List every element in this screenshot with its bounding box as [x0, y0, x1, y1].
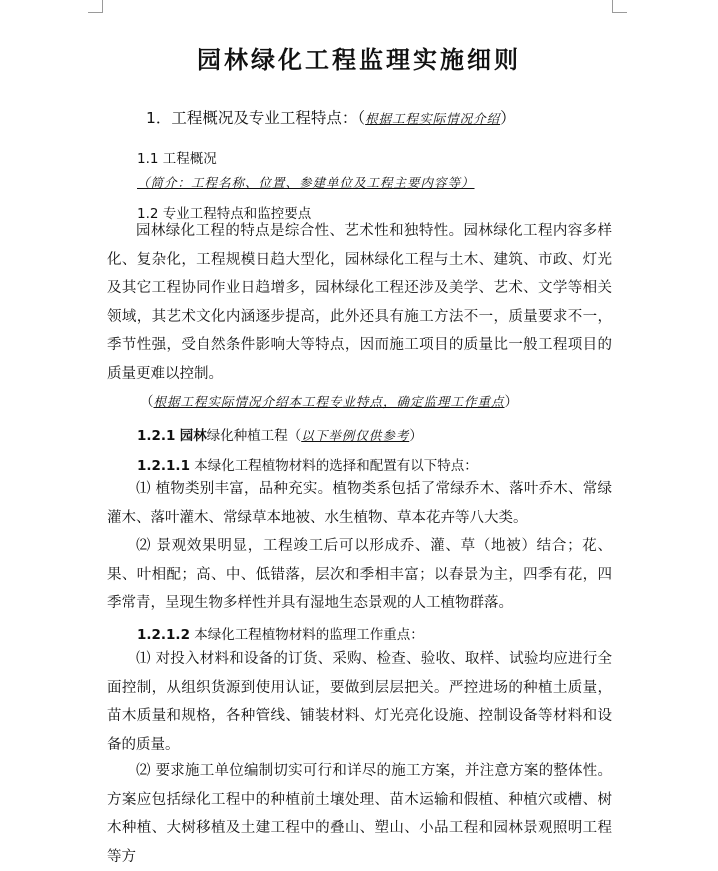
- section-number: 1.2.1.2: [137, 627, 190, 643]
- note-paren-close: ）: [500, 109, 516, 127]
- section-1-2-1-heading: [137, 424, 423, 444]
- section-1-heading-text: 1．工程概况及专业工程特点：: [146, 109, 358, 127]
- section-1-2-1-2-heading: [137, 623, 424, 643]
- section-1-note: 根据工程实际情况介绍: [365, 111, 501, 126]
- note-paren-open: （: [140, 394, 154, 410]
- page-corner-mark-right: [612, 0, 627, 13]
- section-1-2-1-heading-text: 绿化种植工程: [206, 428, 288, 444]
- section-1-2-1-1-heading-text: 本绿化工程植物材料的选择和配置有以下特点：: [194, 458, 478, 474]
- list-item: ⑵ 景观效果明显，工程竣工后可以形成乔、灌、草（地被）结合；花、果、叶相配；高、中、低错落，层次和季相丰富；以春景为主，四季有花，四季常青，呈现生物多样性并具有湿地生态景观的人工植物群落。: [107, 538, 612, 611]
- section-1-2-note: 根据工程实际情况介绍本工程专业特点，确定监理工作重点: [153, 394, 505, 409]
- section-1-2-1-heading-bold: 园林: [179, 428, 207, 444]
- section-1-1-heading: 1.1 工程概况: [137, 151, 217, 167]
- list-item: ⑵ 要求施工单位编制切实可行和详尽的施工方案，并注意方案的整体性。方案应包括绿化工程中的种植前土壤处理、苗木运输和假植、种植穴或槽、树木种植、大树移植及土建工程中的叠山、塑山、小品工程和园林景观照明工程等方: [107, 763, 612, 865]
- section-number: 1.2.1: [137, 428, 176, 444]
- list-item: ⑴ 对投入材料和设备的订货、采购、检查、验收、取样、试验均应进行全面控制，从组织货源到使用认证，要做到层层把关。严控进场的种植土质量，苗木质量和规格，各种管线、铺装材料、灯光亮化设施、控制设备等材料和设备的质量。: [107, 651, 612, 753]
- document-title: 园林绿化工程监理实施细则: [197, 46, 521, 74]
- section-number: 1.2.1.1: [137, 458, 190, 474]
- section-1-2-paragraph: 园林绿化工程的特点是综合性、艺术性和独特性。园林绿化工程内容多样化、复杂化，工程规模日趋大型化，园林绿化工程与土木、建筑、市政、灯光及其它工程协同作业日趋增多，园林绿化工程还涉及美学、艺术、文学等相关领域，其艺术文化内涵逐步提高，此外还具有施工方法不一，质量要求不一，季节性强，受自然条件影响大等特点，因而施工项目的质量比一般工程项目的质量更难以控制。: [107, 223, 612, 382]
- note-paren-open: （: [357, 109, 366, 127]
- note-paren-close: ）: [504, 394, 519, 410]
- section-1-heading: [146, 106, 516, 128]
- section-1-2-heading: 1.2 专业工程特点和监控要点: [137, 206, 312, 222]
- section-1-2-note-line: [140, 390, 518, 410]
- list-item: ⑴ 植物类别丰富，品种充实。植物类系包括了常绿乔木、落叶乔木、常绿灌木、落叶灌木、常绿草本地被、水生植物、草本花卉等八大类。: [107, 481, 612, 526]
- note-paren-open: （: [287, 428, 302, 444]
- section-1-1-note: （简介：工程名称、位置、参建单位及工程主要内容等）: [137, 175, 475, 190]
- page-corner-mark-left: [88, 0, 103, 13]
- section-1-2-1-1-heading: [137, 454, 478, 474]
- section-1-2-1-2-heading-text: 本绿化工程植物材料的监理工作重点：: [194, 627, 424, 643]
- section-1-2-1-note: 以下举例仅供参考: [301, 428, 410, 443]
- note-paren-close: ）: [409, 428, 423, 444]
